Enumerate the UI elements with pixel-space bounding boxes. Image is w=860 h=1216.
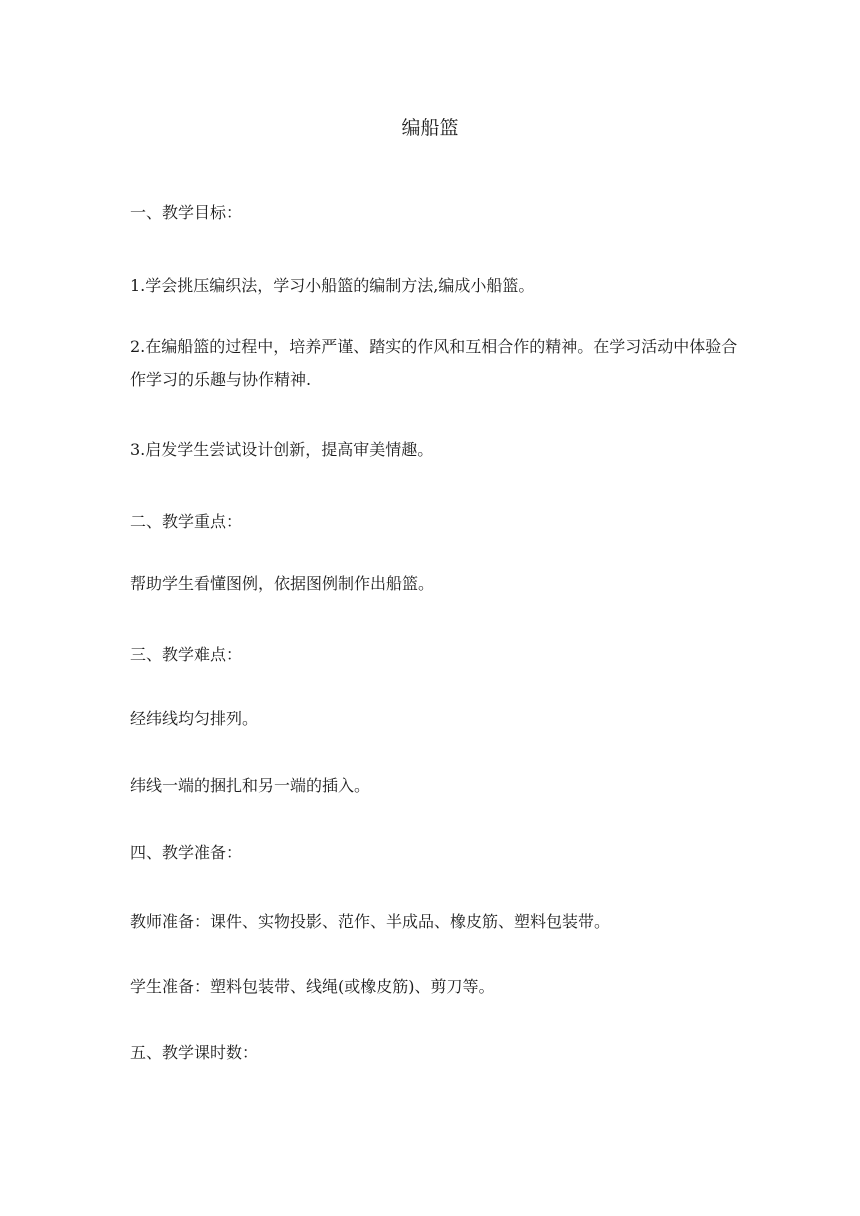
paragraph-student-preparation: 学生准备：塑料包装带、线绳(或橡皮筋)、剪刀等。 xyxy=(130,977,495,996)
section-heading-key-points: 二、教学重点： xyxy=(130,512,243,531)
paragraph-teacher-preparation: 教师准备：课件、实物投影、范作、半成品、橡皮筋、塑料包装带。 xyxy=(130,912,611,931)
section-heading-difficulties: 三、教学难点： xyxy=(130,645,243,664)
paragraph-key-point: 帮助学生看懂图例，依据图例制作出船篮。 xyxy=(130,574,435,593)
paragraph-objective-3: 3.启发学生尝试设计创新，提高审美情趣。 xyxy=(130,440,434,459)
paragraph-objective-2: 2.在编船篮的过程中，培养严谨、踏实的作风和互相合作的精神。在学习活动中体验合作学习的乐趣与协作精神. xyxy=(130,337,738,389)
section-heading-objectives: 一、教学目标： xyxy=(130,203,243,222)
section-heading-preparation: 四、教学准备： xyxy=(130,843,243,862)
section-heading-class-hours: 五、教学课时数： xyxy=(130,1043,259,1062)
paragraph-difficulty-2: 纬线一端的捆扎和另一端的插入。 xyxy=(130,776,371,795)
paragraph-objective-1: 1.学会挑压编织法，学习小船篮的编制方法,编成小船篮。 xyxy=(130,276,535,295)
document-title: 编船篮 xyxy=(401,117,459,139)
paragraph-difficulty-1: 经纬线均匀排列。 xyxy=(130,709,259,728)
